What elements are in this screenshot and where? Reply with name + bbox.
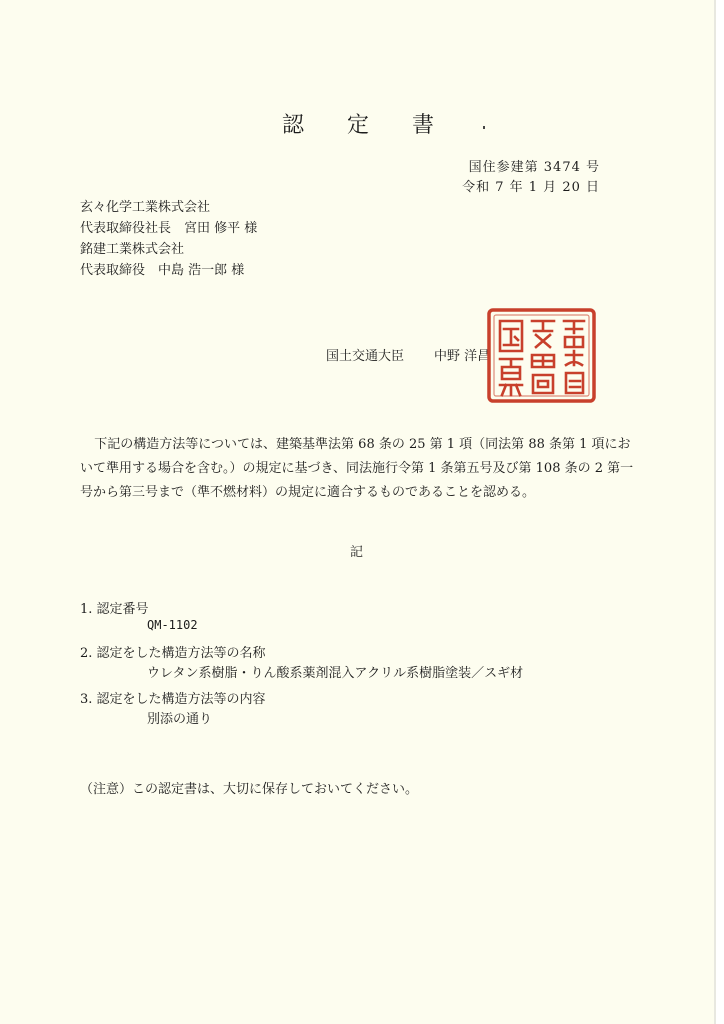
issuer-line [326,345,490,364]
item-label: 3. 認定をした構造方法等の内容 [80,692,266,707]
scan-speck [483,126,485,129]
reference-block [462,158,600,198]
care-note: （注意）この認定書は、大切に保存しておいてください。 [80,782,419,797]
addressee-line: 代表取締役社長 宮田 修平 様 [80,221,258,236]
issue-date: 令和 7 年 1 月 20 日 [462,180,600,195]
addressee-line: 玄々化学工業株式会社 [80,200,211,215]
item-value: ウレタン系樹脂・りん酸系薬剤混入アクリル系樹脂塗装／スギ材 [147,666,524,681]
reference-number: 国住参建第 3474 号 [468,160,600,175]
addressee-block [80,197,257,281]
certification-body: 下記の構造方法等については、建築基準法第 68 条の 25 第 1 項（同法第 88 条第 1 項において準用する場合を含む。）の規定に基づき、同法施行令第 1 条第五号及び第 108 条の 2 第一号から第三号まで（準不燃材料）の規定に適合するものであることを認める。 [80,437,634,500]
document-title: 認 定 書 [282,113,452,138]
addressee-line: 銘建工業株式会社 [80,242,185,257]
item-value: 別添の通り [147,712,213,727]
issuer-title: 国土交通大臣 [326,349,405,364]
item-label: 2. 認定をした構造方法等の名称 [80,646,266,661]
issuer-name: 中野 洋昌 [434,349,491,364]
item-label: 1. 認定番号 [80,602,149,617]
item-value: QM-1102 [147,618,198,632]
addressee-line: 代表取締役 中島 浩一郎 様 [80,263,245,278]
official-seal-stamp [486,307,597,404]
ki-heading: 記 [350,545,364,560]
